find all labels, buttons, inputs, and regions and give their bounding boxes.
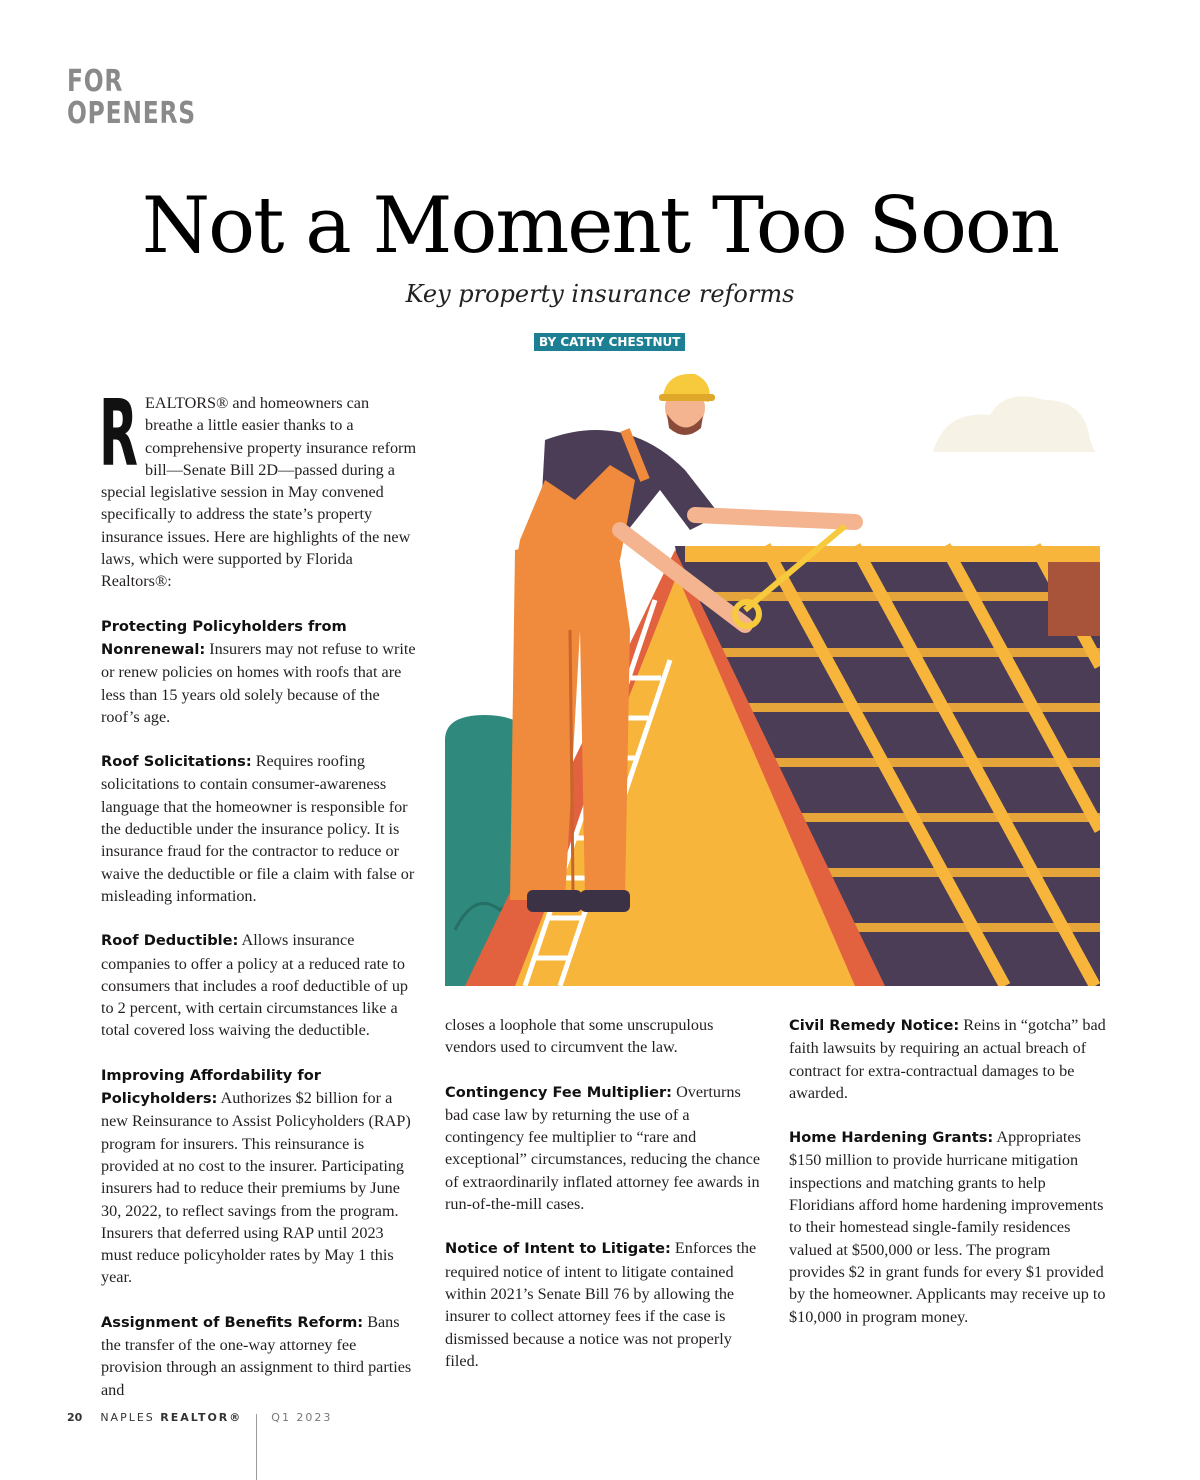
list-item <box>101 615 419 728</box>
item-term: Home Hardening Grants: <box>789 1129 994 1147</box>
cloud-shape <box>933 396 1095 452</box>
item-text: Allows insurance companies to offer a policy at a reduced rate to consumers that includes a roof deductible of up to 2 percent, with certain circumstances like a total covered loss waiving the deductible. <box>101 931 409 1040</box>
list-item <box>445 1237 763 1372</box>
list-item <box>101 1064 419 1289</box>
list-item <box>445 1081 763 1216</box>
publication-name-left: NAPLES <box>100 1410 161 1424</box>
publication-name-right: REALTOR® <box>160 1410 243 1424</box>
footer-divider <box>256 1414 257 1480</box>
item-text: Enforces the required notice of intent to litigate contained within 2021’s Senate Bill 76 by allowing the insurer to collect attorney fees if the case is dismissed because a notice was not properly filed. <box>445 1239 757 1370</box>
item-term: Assignment of Benefits Reform: <box>101 1313 364 1331</box>
article-column-1 <box>99 380 419 1423</box>
list-item <box>789 1014 1107 1104</box>
page-footer <box>67 1384 332 1450</box>
intro-text: EALTORS® and homeowners can breathe a little easier thanks to a comprehensive property insurance reform bill—Senate Bill 2D—passed during a special legislative session in May convened specifically to address the state’s property insurance issues. Here are highlights of the new laws, which were supported by Florida Realtors®: <box>101 394 417 591</box>
section-tag-line2: OPENERS <box>67 96 196 131</box>
item-text: Requires roofing solicitations to contain consumer-awareness language that the homeowner is responsible for the deductible under the insurance policy. It is insurance fraud for the contractor to reduce or waive the deductible or file a claim with false or misleading information. <box>101 752 415 905</box>
page-number: 20 <box>67 1410 83 1424</box>
continuation-paragraph: closes a loophole that some unscrupulous vendors used to circumvent the law. <box>445 1016 714 1057</box>
article-column-3 <box>789 1014 1107 1350</box>
section-tag <box>67 66 196 130</box>
intro-paragraph <box>99 380 419 593</box>
item-text: Reins in “gotcha” bad faith lawsuits by requiring an actual breach of contract for extra-contractual damages to be awarded. <box>789 1016 1106 1102</box>
article-column-2 <box>445 1014 763 1394</box>
item-text: Authorizes $2 billion for a new Reinsurance to Assist Policyholders (RAP) program for insurers. This reinsurance is provided at no cost to the insurer. Participating insurers had to reduce their premiums by June 30, 2022, to reflect savings from the program. Insurers that deferred using RAP until 2023 must reduce policyholder rates by May 1 this year. <box>101 1089 411 1287</box>
item-term: Protecting Policyholders from Nonrenewal: <box>101 617 347 658</box>
item-term: Roof Deductible: <box>101 932 239 950</box>
byline-badge: BY CATHY CHESTNUT <box>534 333 685 351</box>
item-term: Contingency Fee Multiplier: <box>445 1083 673 1101</box>
item-term: Notice of Intent to Litigate: <box>445 1240 671 1258</box>
item-text: Insurers may not refuse to write or renew policies on homes with roofs that are less than 15 years old solely because of the roof’s age. <box>101 639 416 726</box>
item-text: Bans the transfer of the one-way attorney fee provision through an assignment to third parties and <box>101 1312 412 1399</box>
item-text: Overturns bad case law by returning the use of a contingency fee multiplier to “rare and exceptional” circumstances, reducing the chance of extraordinarily inflated attorney fee awards in run-of-the-mill cases. <box>445 1082 761 1214</box>
publication-name <box>100 1411 242 1424</box>
item-term: Improving Affordability for Policyholders: <box>101 1066 321 1108</box>
list-item <box>101 750 419 907</box>
issue-label: Q1 2023 <box>271 1410 333 1424</box>
roofer-illustration <box>445 370 1100 986</box>
article-subhead: Key property insurance reforms <box>405 280 795 308</box>
section-tag-line1: FOR <box>67 64 124 99</box>
item-term: Roof Solicitations: <box>101 753 252 771</box>
list-item <box>101 929 419 1041</box>
drop-cap: R <box>99 380 138 487</box>
item-text: Appropriates $150 million to provide hurricane mitigation inspections and matching grants to help Floridians afford home hardening improvements to their homestead single-family residences valued at $500,000 or less. The program provides $2 in grant funds for every $1 provided by the homeowner. Applicants may receive up to $10,000 in program money. <box>789 1128 1106 1326</box>
article-headline: Not a Moment Too Soon <box>141 181 1059 271</box>
list-item <box>789 1126 1107 1328</box>
item-term: Civil Remedy Notice: <box>789 1017 960 1034</box>
